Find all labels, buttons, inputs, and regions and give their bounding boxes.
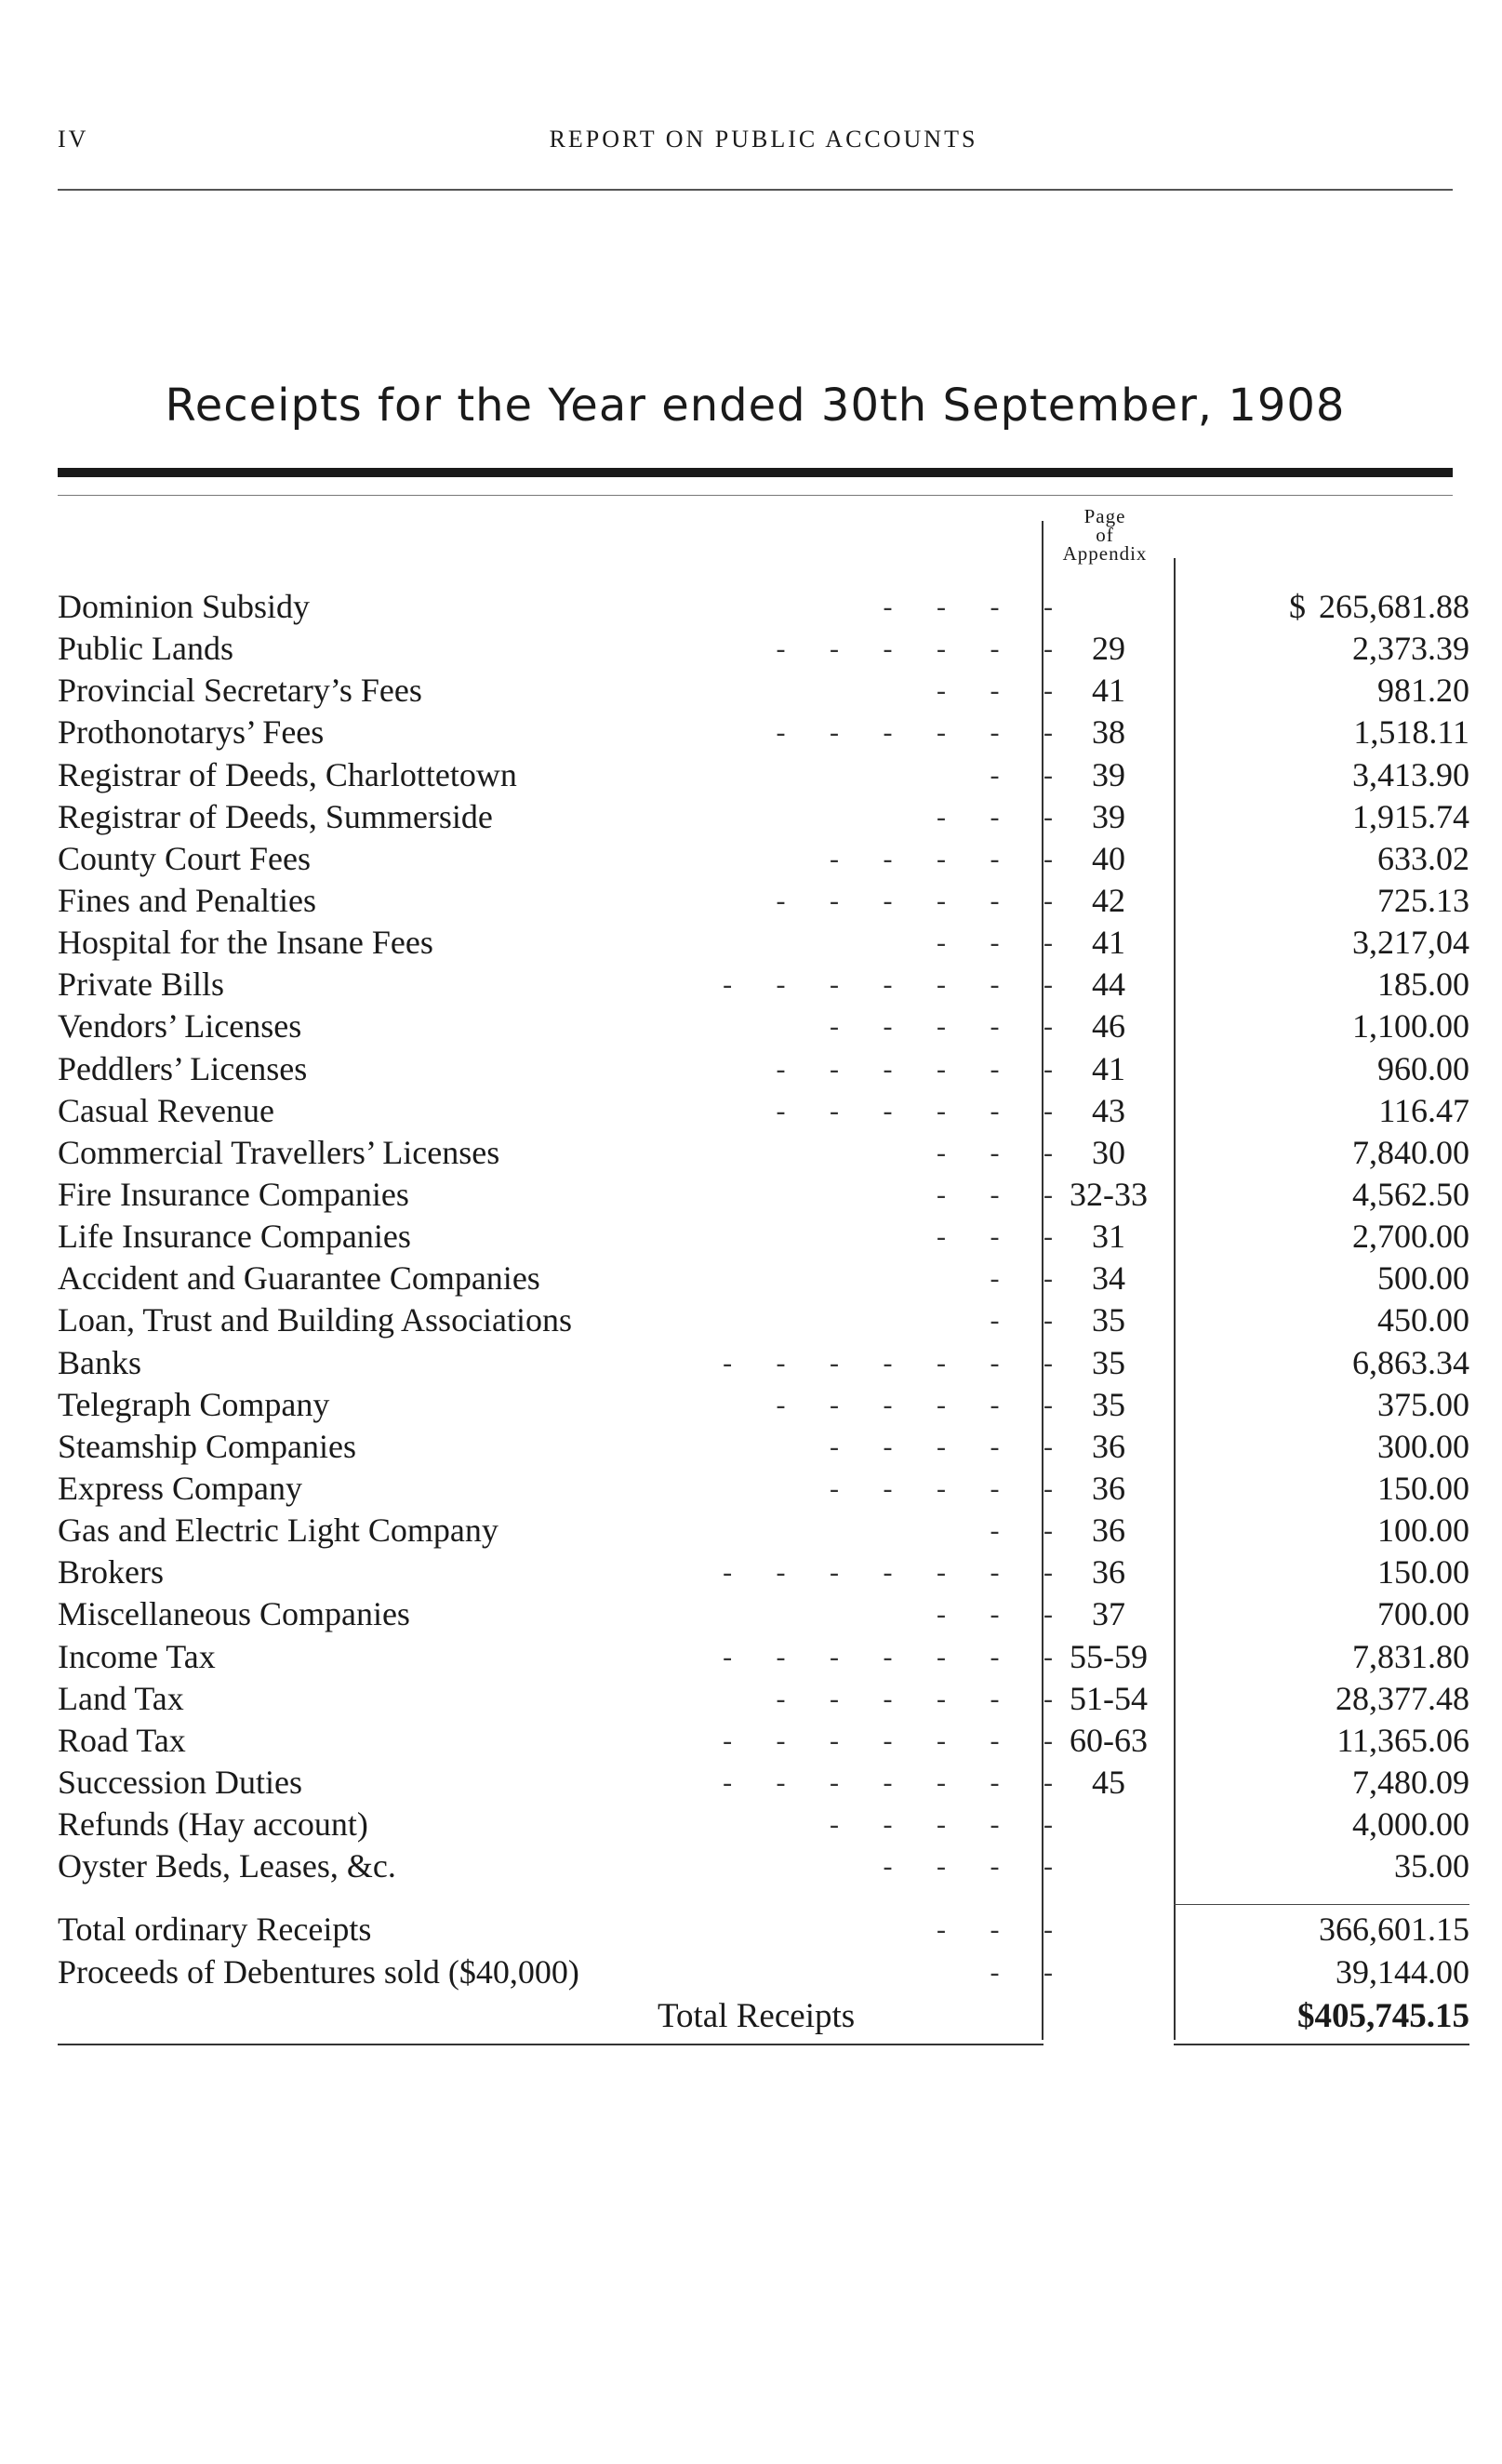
leader-dashes: - - - - -: [830, 843, 1071, 874]
row-amount: [1289, 586, 1469, 628]
page-header-line3: Appendix: [1062, 542, 1148, 565]
row-label: Land Tax: [58, 1679, 184, 1717]
row-appendix-page: 36: [1092, 1512, 1125, 1550]
debentures-label: Proceeds of Debentures sold ($40,000): [58, 1953, 579, 1991]
row-label: Provincial Secretary’s Fees: [58, 672, 422, 710]
leader-dashes: - - - - - -: [776, 633, 1071, 665]
bottom-rule-amount: [1174, 2044, 1469, 2045]
total-ordinary-label: Total ordinary Receipts: [58, 1911, 372, 1948]
row-amount: 960.00: [1377, 1049, 1469, 1087]
title-thin-rule: [58, 495, 1453, 496]
row-amount: 185.00: [1377, 966, 1469, 1004]
row-amount: 2,373.39: [1352, 630, 1469, 668]
leader-dashes: - - -: [937, 927, 1071, 959]
table-row: [58, 1299, 1469, 1341]
row-appendix-page: 41: [1092, 672, 1125, 710]
row-label: Prothonotarys’ Fees: [58, 713, 325, 752]
total-ordinary-amount: 366,601.15: [1319, 1911, 1469, 1948]
row-label: Telegraph Company: [58, 1385, 330, 1423]
table-row: [58, 1636, 1469, 1678]
leader-dashes: - - - - - - -: [723, 1347, 1071, 1379]
table-row: [58, 1678, 1469, 1720]
row-appendix-page: 60-63: [1070, 1721, 1148, 1759]
row-label: Loan, Trust and Building Associations: [58, 1301, 573, 1339]
row-label: Casual Revenue: [58, 1091, 274, 1129]
row-amount: 116.47: [1378, 1091, 1469, 1129]
debentures-row: [58, 1951, 1469, 1994]
row-appendix-page: 32-33: [1070, 1175, 1148, 1213]
table-row: [58, 1468, 1469, 1510]
title-thick-rule: [58, 468, 1453, 477]
row-label: Vendors’ Licenses: [58, 1007, 302, 1046]
row-appendix-page: 45: [1092, 1763, 1125, 1801]
row-appendix-page: 55-59: [1070, 1637, 1148, 1675]
row-label: Public Lands: [58, 630, 233, 668]
amount-value: 265,681.88: [1319, 588, 1469, 625]
receipts-table: [58, 586, 1469, 1887]
row-appendix-page: 41: [1092, 924, 1125, 962]
row-label: Fire Insurance Companies: [58, 1175, 409, 1213]
leader-dashes: - -: [990, 759, 1071, 791]
table-row: [58, 1132, 1469, 1174]
page-number: IV: [58, 126, 89, 153]
leader-dashes: - - -: [937, 1179, 1071, 1210]
row-label: Gas and Electric Light Company: [58, 1512, 498, 1550]
row-amount: 4,000.00: [1352, 1805, 1469, 1844]
table-row: [58, 1258, 1469, 1299]
leader-dashes: - - - - - -: [776, 1095, 1071, 1126]
leader-dashes: - - - - -: [830, 1011, 1071, 1043]
row-label: Miscellaneous Companies: [58, 1595, 410, 1633]
running-header: [58, 126, 1469, 163]
total-ordinary-row: [58, 1909, 1469, 1951]
row-label: Accident and Guarantee Companies: [58, 1259, 540, 1298]
row-amount: 700.00: [1377, 1595, 1469, 1633]
leader-dashes: - - - - -: [830, 1809, 1071, 1841]
grand-total-row: [58, 1993, 1469, 2040]
row-appendix-page: 36: [1092, 1427, 1125, 1465]
table-row: [58, 1720, 1469, 1762]
leader-dashes: - -: [990, 1515, 1071, 1547]
page-of-appendix-header: [1040, 507, 1170, 563]
row-appendix-page: 35: [1092, 1343, 1125, 1381]
row-label: Banks: [58, 1343, 141, 1381]
table-row: [58, 712, 1469, 753]
row-appendix-page: 35: [1092, 1301, 1125, 1339]
table-row: [58, 754, 1469, 796]
row-label: Steamship Companies: [58, 1427, 356, 1465]
row-amount: 7,831.80: [1352, 1637, 1469, 1675]
row-label: Fines and Penalties: [58, 881, 316, 919]
row-label: Brokers: [58, 1553, 164, 1592]
leader-dashes: - - - - - -: [776, 1053, 1071, 1085]
leader-dashes: - - -: [937, 801, 1071, 832]
row-appendix-page: 44: [1092, 966, 1125, 1004]
leader-dashes: - - - -: [883, 1851, 1071, 1883]
row-amount: 3,413.90: [1352, 755, 1469, 793]
row-appendix-page: 37: [1092, 1595, 1125, 1633]
table-row: [58, 1048, 1469, 1090]
page-header-line2: of: [1096, 524, 1114, 546]
table-row: [58, 796, 1469, 838]
running-title: REPORT ON PUBLIC ACCOUNTS: [549, 126, 978, 153]
row-label: Succession Duties: [58, 1763, 302, 1801]
leader-dashes: - - - - - - -: [723, 1766, 1071, 1798]
row-amount: 100.00: [1377, 1512, 1469, 1550]
leader-dashes: - - - - - -: [776, 717, 1071, 749]
row-appendix-page: 30: [1092, 1133, 1125, 1171]
leader-dashes: - - -: [937, 675, 1071, 707]
table-row: [58, 586, 1469, 628]
row-amount: 150.00: [1377, 1469, 1469, 1507]
row-amount: 150.00: [1377, 1553, 1469, 1592]
table-row: [58, 1174, 1469, 1216]
table-row: [58, 628, 1469, 670]
row-amount: 500.00: [1377, 1259, 1469, 1298]
row-amount: 2,700.00: [1352, 1218, 1469, 1256]
table-row: [58, 1762, 1469, 1804]
grand-total-label: Total Receipts: [658, 1997, 856, 2035]
table-row: [58, 1426, 1469, 1468]
leader-dashes: - - - - - - -: [723, 1725, 1071, 1756]
row-label: Peddlers’ Licenses: [58, 1049, 308, 1087]
row-label: County Court Fees: [58, 839, 312, 877]
row-label: Registrar of Deeds, Summerside: [58, 797, 493, 835]
leader-dashes: - - - - - -: [776, 885, 1071, 916]
leader-dashes: - -: [990, 1305, 1071, 1337]
row-label: Income Tax: [58, 1637, 216, 1675]
table-row: [58, 1216, 1469, 1258]
leader-dashes: - - -: [937, 1221, 1071, 1253]
leader-dashes: - -: [990, 1957, 1071, 1988]
row-appendix-page: 43: [1092, 1091, 1125, 1129]
row-appendix-page: 29: [1092, 630, 1125, 668]
row-appendix-page: 31: [1092, 1218, 1125, 1256]
row-label: Life Insurance Companies: [58, 1218, 411, 1256]
row-amount: 28,377.48: [1336, 1679, 1469, 1717]
page-title: Receipts for the Year ended 30th September, 1908: [165, 380, 1346, 432]
leader-dashes: - - - -: [883, 592, 1071, 622]
table-row: [58, 964, 1469, 1006]
table-row: [58, 922, 1469, 964]
leader-dashes: - - - - -: [830, 1431, 1071, 1462]
row-amount: 35.00: [1394, 1847, 1469, 1885]
table-row: [58, 838, 1469, 880]
leader-dashes: - - - - - - -: [723, 1641, 1071, 1672]
row-appendix-page: 46: [1092, 1007, 1125, 1046]
row-amount: 633.02: [1377, 839, 1469, 877]
row-amount: 1,100.00: [1352, 1007, 1469, 1046]
leader-dashes: - - - - - - -: [723, 1557, 1071, 1589]
leader-dashes: - -: [990, 1263, 1071, 1295]
table-row: [58, 1552, 1469, 1593]
currency-symbol: $: [1289, 588, 1306, 625]
row-label: Hospital for the Insane Fees: [58, 924, 433, 962]
row-amount: 300.00: [1377, 1427, 1469, 1465]
leader-dashes: - - -: [937, 1599, 1071, 1631]
leader-dashes: - - -: [937, 1137, 1071, 1168]
row-label: Commercial Travellers’ Licenses: [58, 1133, 500, 1171]
sum-rule: [1174, 1904, 1469, 1905]
row-appendix-page: 39: [1092, 797, 1125, 835]
grand-total-amount: $405,745.15: [1297, 1997, 1469, 2035]
row-amount: 981.20: [1377, 672, 1469, 710]
table-row: [58, 670, 1469, 712]
leader-dashes: - - - - - - -: [723, 969, 1071, 1001]
table-row: [58, 1342, 1469, 1384]
row-amount: 3,217,04: [1352, 924, 1469, 962]
row-appendix-page: 34: [1092, 1259, 1125, 1298]
row-appendix-page: 38: [1092, 713, 1125, 752]
table-row: [58, 1510, 1469, 1552]
row-label: Road Tax: [58, 1721, 186, 1759]
row-appendix-page: 42: [1092, 881, 1125, 919]
debentures-amount: 39,144.00: [1336, 1953, 1469, 1991]
row-label: Dominion Subsidy: [58, 588, 311, 625]
row-appendix-page: 36: [1092, 1469, 1125, 1507]
row-amount: 450.00: [1377, 1301, 1469, 1339]
row-amount: 1,518.11: [1353, 713, 1469, 752]
row-label: Refunds (Hay account): [58, 1805, 368, 1844]
table-row: [58, 1845, 1469, 1887]
row-label: Registrar of Deeds, Charlottetown: [58, 755, 517, 793]
row-appendix-page: 39: [1092, 755, 1125, 793]
row-label: Express Company: [58, 1469, 302, 1507]
leader-dashes: - - - - - -: [776, 1389, 1071, 1420]
row-amount: 4,562.50: [1352, 1175, 1469, 1213]
row-amount: 11,365.06: [1336, 1721, 1469, 1759]
row-appendix-page: 35: [1092, 1385, 1125, 1423]
row-appendix-page: 40: [1092, 839, 1125, 877]
row-appendix-page: 51-54: [1070, 1679, 1148, 1717]
table-row: [58, 1384, 1469, 1426]
leader-dashes: - - -: [937, 1914, 1071, 1945]
page-header-line1: Page: [1083, 505, 1126, 527]
table-row: [58, 1006, 1469, 1047]
table-row: [58, 1804, 1469, 1845]
table-row: [58, 1090, 1469, 1132]
row-amount: 7,480.09: [1352, 1763, 1469, 1801]
row-label: Private Bills: [58, 966, 224, 1004]
row-amount: 7,840.00: [1352, 1133, 1469, 1171]
table-row: [58, 1593, 1469, 1635]
row-amount: 725.13: [1377, 881, 1469, 919]
row-amount: 6,863.34: [1352, 1343, 1469, 1381]
header-rule: [58, 189, 1453, 191]
bottom-rule: [58, 2044, 1043, 2045]
row-appendix-page: 41: [1092, 1049, 1125, 1087]
leader-dashes: - - - - -: [830, 1472, 1071, 1504]
leader-dashes: - - - - - -: [776, 1683, 1071, 1714]
row-label: Oyster Beds, Leases, &c.: [58, 1847, 396, 1885]
row-appendix-page: 36: [1092, 1553, 1125, 1592]
row-amount: 375.00: [1377, 1385, 1469, 1423]
table-row: [58, 880, 1469, 922]
totals-block: [58, 1909, 1469, 1994]
row-amount: 1,915.74: [1352, 797, 1469, 835]
